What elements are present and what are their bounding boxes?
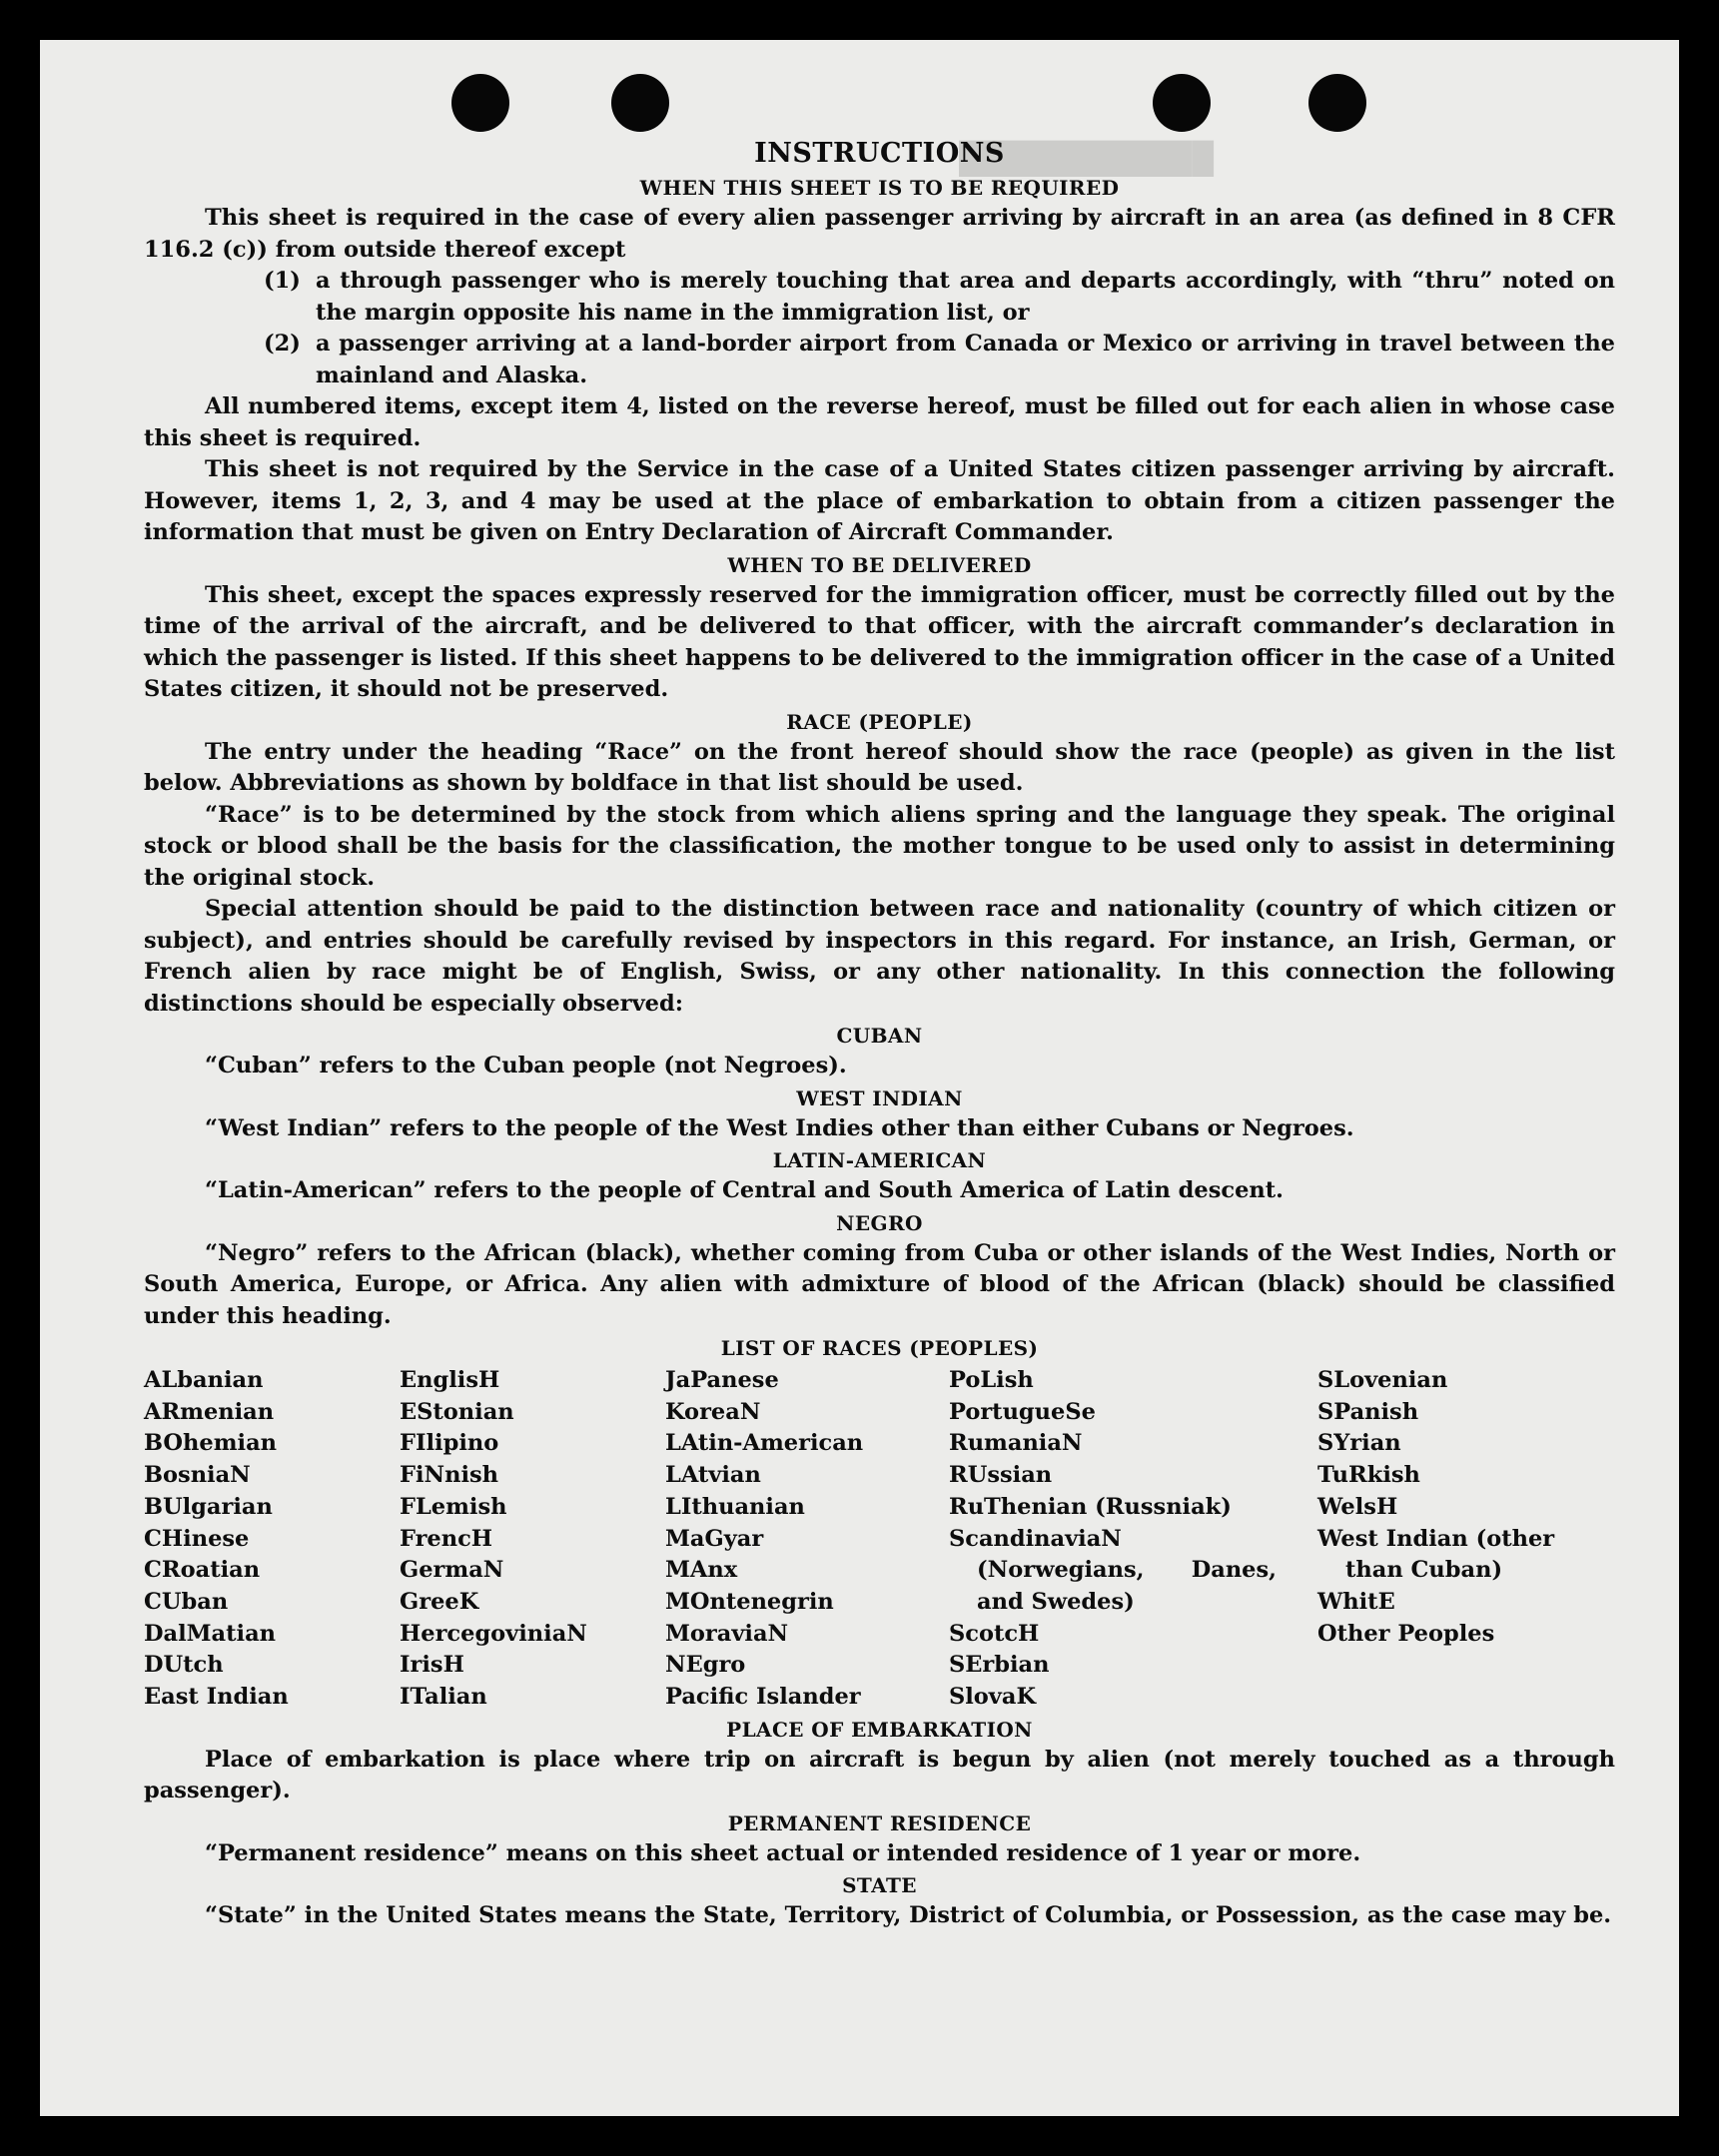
- paragraph: All numbered items, except item 4, listed on the reverse hereof, must be filled out for each alien in whose case this sheet is required.: [144, 393, 1615, 451]
- exception-number: (1): [264, 268, 301, 294]
- race-item: Pacific Islander: [665, 1684, 861, 1711]
- race-item: SYrian: [1317, 1430, 1401, 1457]
- race-item: CRoatian: [144, 1557, 261, 1584]
- race-item: BosniaN: [144, 1462, 251, 1489]
- section-heading: WEST INDIAN: [796, 1085, 963, 1110]
- race-item: NEgro: [665, 1652, 746, 1679]
- race-item: MaGyar: [665, 1525, 764, 1552]
- race-item: FLemish: [400, 1493, 507, 1520]
- section-heading: WHEN THIS SHEET IS TO BE REQUIRED: [639, 176, 1120, 200]
- paragraph: “West Indian” refers to the people of the West Indies other than either Cubans or Negroes.: [205, 1114, 1354, 1141]
- exception-item: [264, 329, 1615, 391]
- race-item: TuRkish: [1317, 1462, 1420, 1489]
- race-item: West Indian (other than Cuban): [1317, 1525, 1555, 1584]
- race-item: HercegoviniaN: [400, 1620, 587, 1647]
- race-item: EStonian: [400, 1398, 514, 1425]
- exception-text: a passenger arriving at a land-border airport from Canada or Mexico or arriving in travel between the mainland and Alaska.: [316, 331, 1615, 388]
- race-item: JaPanese: [665, 1367, 779, 1393]
- race-item: ScotcH: [949, 1620, 1040, 1647]
- paragraph: Special attention should be paid to the distinction between race and nationality (country of which citizen or subject), and entries should be carefully revised by inspectors in this regard. For instance, an Irish, German, or French alien by race might be of English, Swiss, or any other nationality. In this connection the following distinctions should be especially observed:: [144, 896, 1615, 1017]
- race-item: WhitE: [1317, 1588, 1395, 1615]
- bleed-through-artifact: ████████████: [959, 142, 1215, 175]
- race-item: EnglisH: [400, 1367, 500, 1393]
- instructions-body: [144, 136, 1615, 1932]
- race-list: [144, 1365, 1615, 1714]
- race-item: SPanish: [1317, 1398, 1419, 1425]
- race-item: Other Peoples: [1317, 1620, 1495, 1647]
- race-item: RumaniaN: [949, 1430, 1083, 1457]
- paragraph: This sheet is not required by the Service in the case of a United States citizen passenger arriving by aircraft. However, items 1, 2, 3, and 4 may be used at the place of embarkation to obtain from a citizen passenger the information that must be given on Entry Declaration of Aircraft Commander.: [144, 456, 1615, 545]
- race-item: ALbanian: [144, 1367, 264, 1393]
- race-item: CUban: [144, 1588, 229, 1615]
- race-item: ARmenian: [144, 1398, 275, 1425]
- section-heading: PLACE OF EMBARKATION: [726, 1717, 1033, 1742]
- race-item: BUlgarian: [144, 1493, 273, 1520]
- race-item: FIlipino: [400, 1430, 499, 1457]
- race-item: CHinese: [144, 1525, 250, 1552]
- section-heading: STATE: [842, 1873, 917, 1898]
- punch-hole: [451, 74, 509, 132]
- paragraph: “State” in the United States means the State, Territory, District of Columbia, or Possession, as the case may be.: [205, 1902, 1612, 1929]
- paragraph: “Permanent residence” means on this sheet actual or intended residence of 1 year or more.: [205, 1839, 1361, 1866]
- race-item: PoLish: [949, 1367, 1034, 1393]
- section-heading: NEGRO: [836, 1210, 923, 1235]
- section-heading: WHEN TO BE DELIVERED: [727, 552, 1032, 577]
- section-heading: LIST OF RACES (PEOPLES): [720, 1336, 1039, 1360]
- race-item: ScandinaviaN (Norwegians, Danes, and Swedes): [949, 1525, 1277, 1615]
- race-item: LIthuanian: [665, 1493, 805, 1520]
- race-item: WelsH: [1317, 1493, 1398, 1520]
- race-item: BOhemian: [144, 1430, 278, 1457]
- race-item: MOntenegrin: [665, 1588, 834, 1615]
- race-item: KoreaN: [665, 1398, 761, 1425]
- exception-number: (2): [264, 331, 301, 357]
- race-item: FrencH: [400, 1525, 493, 1552]
- paragraph: “Negro” refers to the African (black), whether coming from Cuba or other islands of the West Indies, North or South America, Europe, or Africa. Any alien with admixture of blood of the African (black) should be classified under this heading.: [144, 1239, 1615, 1329]
- race-column: [144, 1365, 400, 1714]
- punch-hole: [611, 74, 669, 132]
- race-item: DUtch: [144, 1652, 224, 1679]
- race-item: East Indian: [144, 1684, 289, 1711]
- race-item: DalMatian: [144, 1620, 277, 1647]
- section-heading: PERMANENT RESIDENCE: [727, 1810, 1032, 1835]
- paragraph: Place of embarkation is place where trip on aircraft is begun by alien (not merely touched as a through passenger).: [144, 1746, 1615, 1804]
- section-heading: RACE (PEOPLE): [786, 709, 973, 734]
- race-column: [1317, 1365, 1615, 1714]
- race-item: LAtvian: [665, 1462, 761, 1489]
- race-item: PortugueSe: [949, 1398, 1096, 1425]
- document-page: [40, 40, 1679, 2116]
- race-item: LAtin-American: [665, 1430, 864, 1457]
- page-title: INSTRUCTIONS: [754, 138, 1005, 169]
- race-column: [665, 1365, 949, 1714]
- race-item: SLovenian: [1317, 1367, 1448, 1393]
- race-item: ITalian: [400, 1684, 487, 1711]
- section-heading: LATIN-AMERICAN: [772, 1148, 987, 1172]
- paragraph: The entry under the heading “Race” on the front hereof should show the race (people) as given in the list below. Abbreviations as shown by boldface in that list should be used.: [144, 738, 1615, 796]
- race-item: RUssian: [949, 1462, 1053, 1489]
- race-item: SErbian: [949, 1652, 1050, 1679]
- paragraph: “Cuban” refers to the Cuban people (not Negroes).: [205, 1053, 847, 1078]
- exception-text: a through passenger who is merely touching that area and departs accordingly, with “thru” noted on the margin opposite his name in the immigration list, or: [316, 268, 1615, 326]
- paragraph: This sheet is required in the case of every alien passenger arriving by aircraft in an area (as defined in 8 CFR 116.2 (c)) from outside thereof except: [144, 205, 1615, 263]
- race-item: GreeK: [400, 1588, 479, 1615]
- paragraph: “Latin-American” refers to the people of Central and South America of Latin descent.: [205, 1177, 1284, 1203]
- race-item: MAnx: [665, 1557, 738, 1584]
- race-item: GermaN: [400, 1557, 504, 1584]
- section-heading: CUBAN: [836, 1024, 923, 1048]
- exception-item: [264, 266, 1615, 329]
- paragraph: “Race” is to be determined by the stock from which aliens spring and the language they speak. The original stock or blood shall be the basis for the classification, the mother tongue to be used only to assist in determining the original stock.: [144, 801, 1615, 891]
- race-item: RuThenian (Russniak): [949, 1493, 1232, 1520]
- race-column: [400, 1365, 665, 1714]
- race-item: IrisH: [400, 1652, 464, 1679]
- punch-hole: [1308, 74, 1366, 132]
- paragraph: This sheet, except the spaces expressly reserved for the immigration officer, must be correctly filled out by the time of the arrival of the aircraft, and be delivered to that officer, with the aircraft commander’s declaration in which the passenger is listed. If this sheet happens to be delivered to the immigration officer in the case of a United States citizen, it should not be preserved.: [144, 581, 1615, 702]
- punch-hole: [1153, 74, 1211, 132]
- race-item: SlovaK: [949, 1684, 1037, 1711]
- race-item: MoraviaN: [665, 1620, 789, 1647]
- race-column: [949, 1365, 1317, 1714]
- race-item: FiNnish: [400, 1462, 499, 1489]
